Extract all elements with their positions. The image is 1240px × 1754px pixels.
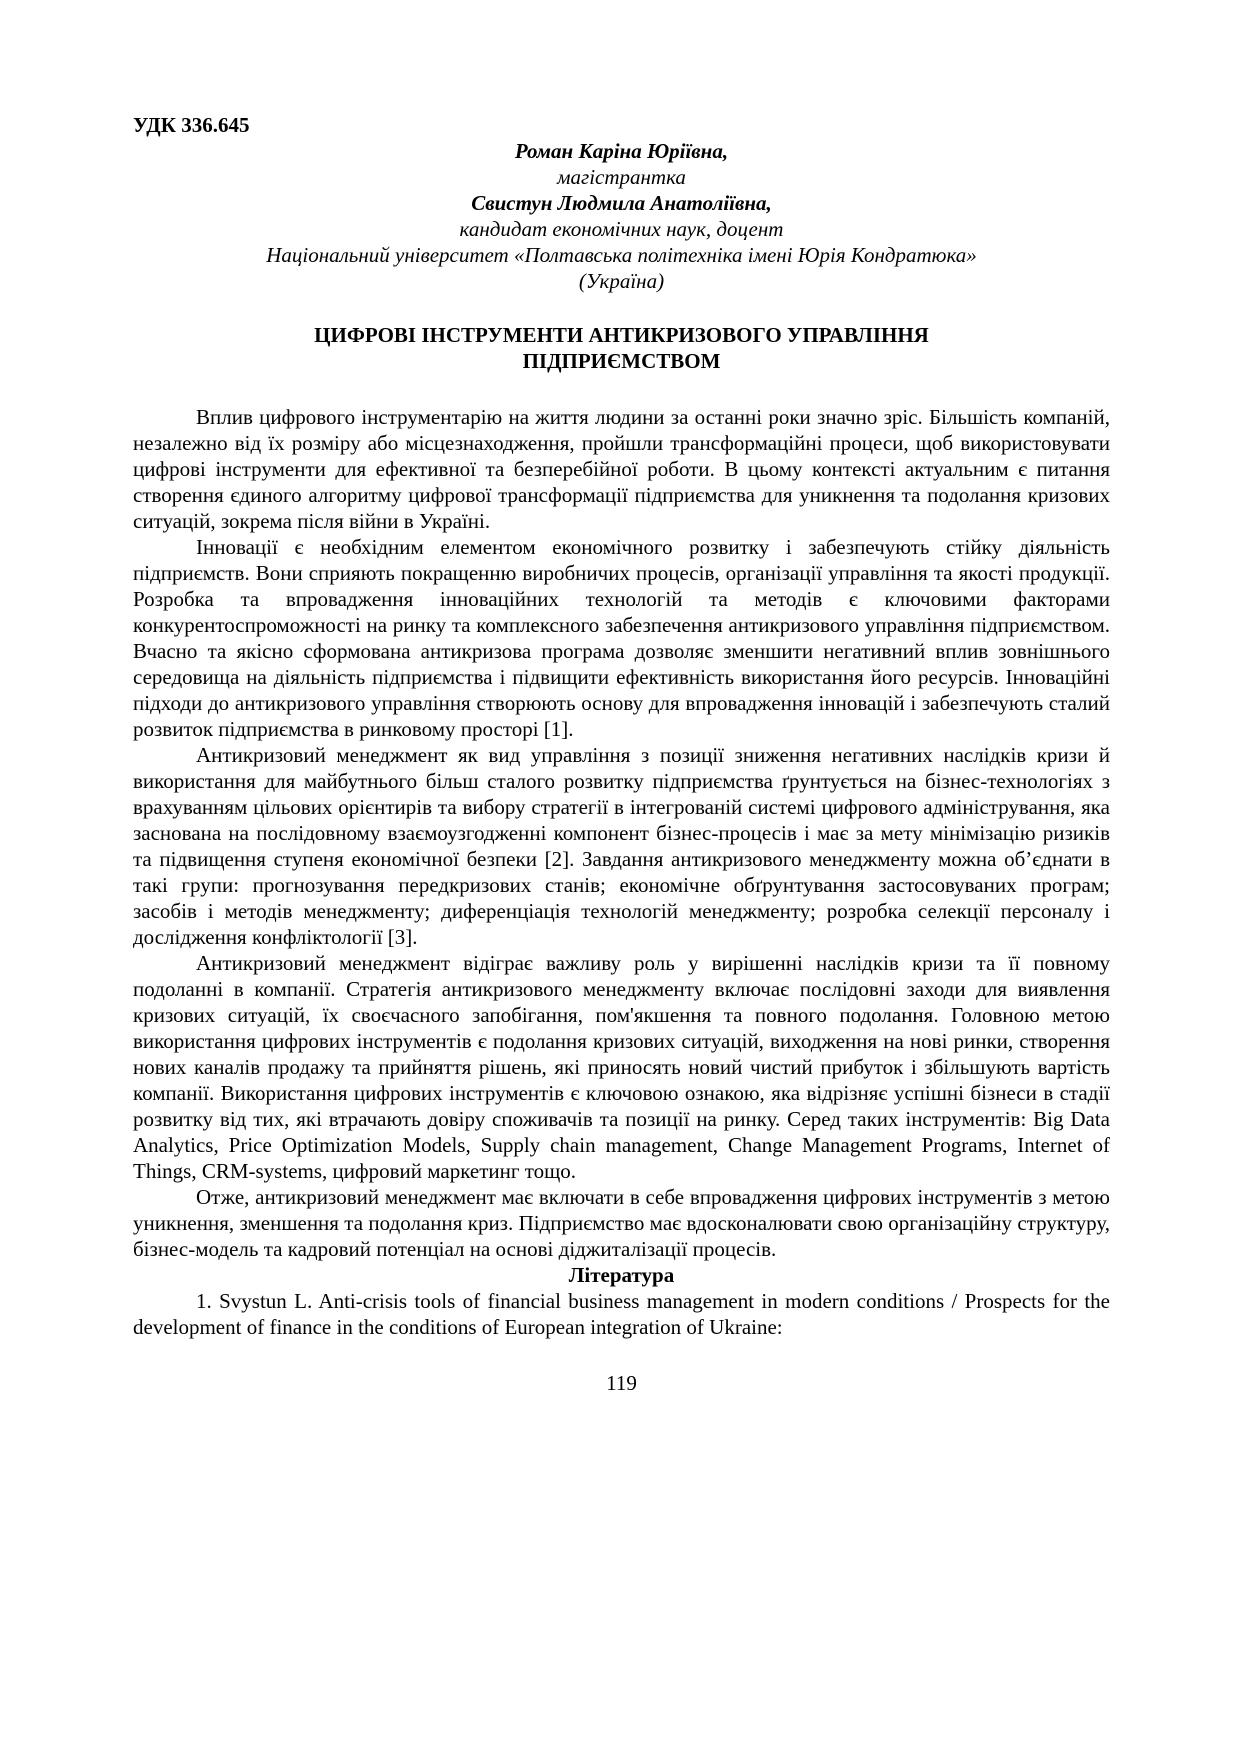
paragraph-1: Вплив цифрового інструментарію на життя людини за останні роки значно зріс. Більшість компаній, незалежно від їх розміру або місцезнаходження, пройшли трансформаційні процеси, щоб використовувати цифрові інструменти для ефективної та безперебійної роботи. В цьому контексті актуальним є питання створення єдиного алгоритму цифрової трансформації підприємства для уникнення та подолання кризових ситуацій, зокрема після війни в Україні. bbox=[133, 405, 1110, 533]
author-2-role: кандидат економічних наук, доцент bbox=[459, 217, 784, 241]
author-1-role: магістрантка bbox=[557, 165, 686, 189]
paragraph-5: Отже, антикризовий менеджмент має включати в себе впровадження цифрових інструментів з метою уникнення, зменшення та подолання криз. Підприємство має вдосконалювати свою організаційну структуру, бізнес-модель та кадровий потенціал на основі діджиталізації процесів. bbox=[133, 1185, 1110, 1261]
article-title-line-2: ПІДПРИЄМСТВОМ bbox=[522, 349, 721, 373]
article-title-line-1: ЦИФРОВІ ІНСТРУМЕНТИ АНТИКРИЗОВОГО УПРАВЛІННЯ bbox=[314, 323, 929, 347]
paragraph-4: Антикризовий менеджмент відіграє важливу роль у вирішенні наслідків кризи та її повному подоланні в компанії. Стратегія антикризового менеджменту включає послідовні заходи для виявлення кризових ситуацій, їх своєчасного запобігання, пом'якшення та повного подолання. Головною метою використання цифрових інструментів є подолання кризових ситуацій, виходження на нові ринки, створення нових каналів продажу та прийняття рішень, які приносять новий чистий прибуток і збільшують вартість компанії. Використання цифрових інструментів є ключовою ознакою, яка відрізняє успішні бізнеси в стадії розвитку від тих, які втрачають довіру споживачів та позиції на ринку. Серед таких інструментів: Big Data Analytics, Price Optimization Models, Supply chain management, Change Management Programs, Internet of Things, CRM-systems, цифровий маркетинг тощо. bbox=[133, 951, 1110, 1183]
country: (Україна) bbox=[578, 269, 665, 293]
page-number: 119 bbox=[606, 1371, 637, 1395]
udc-code: УДК 336.645 bbox=[133, 113, 250, 137]
affiliation: Національний університет «Полтавська політехніка імені Юрія Кондратюка» bbox=[266, 243, 977, 267]
article-title bbox=[133, 322, 1110, 374]
references-heading: Література bbox=[568, 1263, 675, 1287]
author-1-name: Роман Каріна Юріївна, bbox=[514, 139, 729, 163]
paragraph-3: Антикризовий менеджмент як вид управління з позиції зниження негативних наслідків кризи й використання для майбутнього більш сталого розвитку підприємства ґрунтується на бізнес-технологіях з врахуванням цільових орієнтирів та вибору стратегії в інтегрованій системі цифрового адміністрування, яка заснована на послідовному взаємоузгодженні компонент бізнес-процесів і має за мету мінімізацію ризиків та підвищення ступеня економічної безпеки [2]. Завдання антикризового менеджменту можна об’єднати в такі групи: прогнозування передкризових станів; економічне обґрунтування застосовуваних програм; засобів і методів менеджменту; диференціація технологій менеджменту; розробка селекції персоналу і дослідження конфліктології [3]. bbox=[133, 743, 1110, 949]
paragraph-2: Інновації є необхідним елементом економічного розвитку і забезпечують стійку діяльність підприємств. Вони сприяють покращенню виробничих процесів, організації управління та якості продукції. Розробка та впровадження інноваційних технологій та методів є ключовими факторами конкурентоспроможності на ринку та комплексного забезпечення антикризового управління підприємством. Вчасно та якісно сформована антикризова програма дозволяє зменшити негативний вплив зовнішнього середовища на діяльність підприємства і підвищити ефективність використання його ресурсів. Інноваційні підходи до антикризового управління створюють основу для впровадження інновацій і забезпечують сталий розвиток підприємства в ринковому просторі [1]. bbox=[133, 535, 1110, 741]
reference-item-1: 1. Svystun L. Anti-crisis tools of financial business management in modern conditions / Prospects for the development of finance in the conditions of European integration of Ukraine: bbox=[133, 1289, 1110, 1339]
author-2-name: Свистун Людмила Анатоліївна, bbox=[471, 191, 772, 215]
